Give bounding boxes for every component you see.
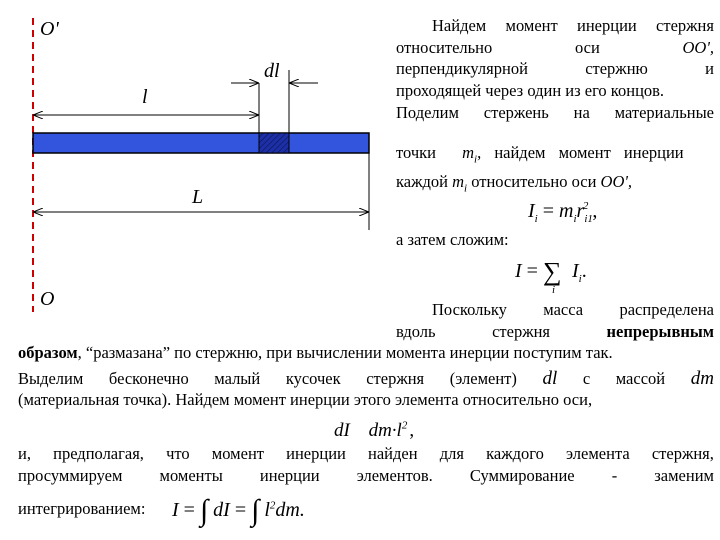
- paragraph-3: и, предполагая, что момент инерции найден для каждого элемента стержня, просуммируем моменты инерции элементов. Суммирование - заменим: [18, 444, 714, 485]
- sum-symbol: ∑: [542, 257, 562, 286]
- L-label: L: [192, 186, 204, 208]
- integral-symbol-2: ∫: [251, 494, 260, 527]
- formula-element-moment: dI $dm\cdot l^2$ ,: [334, 419, 415, 441]
- formula-point-moment: $I_i = m_ir_{i1}^2$ ,: [528, 200, 598, 225]
- paragraph-2-body: образом, “размазана” по стержню, при вычислении момента инерции поступим так. Выделим бесконечно малый кусочек стержня (элемент) dl с массой dm (материальная точка). Найдем момент инерции этого элемента относительно оси,: [18, 343, 714, 410]
- l-label: l: [142, 86, 148, 108]
- line-points: точки $m_i$, найдем момент инерции: [396, 143, 684, 166]
- dl-label: dl: [264, 60, 280, 82]
- integral-symbol: ∫: [199, 494, 209, 527]
- axis-top-label: O': [40, 18, 59, 40]
- line-each: каждой $m_i$ относительно оси OO',: [396, 172, 633, 195]
- rod-figure: [0, 0, 380, 320]
- line-then-sum: а затем сложим:: [396, 230, 509, 249]
- axis-bottom-label: O: [40, 288, 55, 310]
- formula-sum: I = ∑ i $I_i$.: [515, 257, 587, 296]
- paragraph-1: Найдем момент инерции стержня относительно оси OO', перпендикулярной стержню и проходящей через один из его концов. Поделим стержень на материальные: [396, 16, 714, 122]
- line-integration: интегрированием:: [18, 499, 146, 518]
- rod: [33, 133, 369, 153]
- formula-integral: I = ∫ dI = ∫ $l^2dm$.: [172, 494, 305, 527]
- paragraph-2-head: Поскольку масса распределена вдоль стержня непрерывным: [396, 300, 714, 341]
